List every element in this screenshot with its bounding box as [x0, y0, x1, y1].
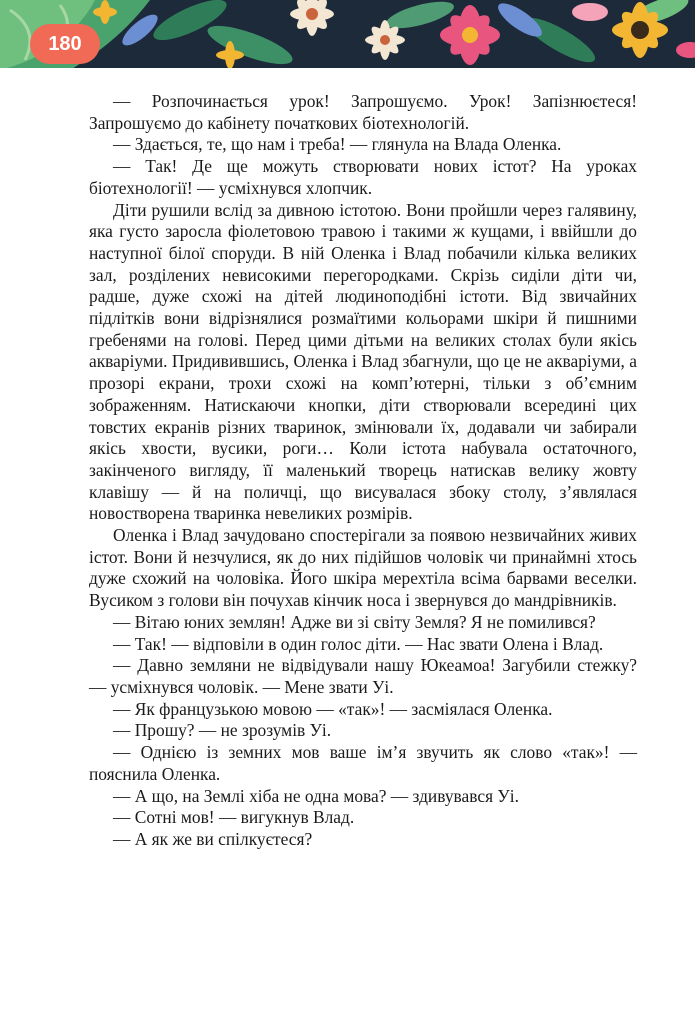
paragraph: Оленка і Влад зачудовано спостерігали за появою незвичайних живих істот. Вони й незчулися, як до них підійшов чоловік чи принаймні хтось дуже схожий на чоловіка. Його шкіра мерехтіла всіма барвами веселки. Вусиком з голови він почухав кінчик носа і звернувся до мандрівників. — [89, 525, 637, 611]
paragraph: — Здається, те, що нам і треба! — глянула на Влада Оленка. — [113, 134, 562, 155]
paragraph: — Прошу? — не зрозумів Уі. — [113, 720, 332, 741]
paragraph: — Так! Де ще можуть створювати нових істот? На уроках біотехнології! — усміхнувся хлопчик. — [89, 156, 637, 198]
flower-illustration — [0, 0, 695, 68]
paragraph: — Давно земляни не відвідували нашу Юкеамоа! Загубили стежку? — усміхнувся чоловік. — Мене звати Уі. — [89, 655, 637, 697]
story-text — [89, 91, 637, 851]
paragraph: — Вітаю юних землян! Адже ви зі світу Земля? Я не помилився? — [113, 611, 596, 632]
paragraph: — А як же ви спілкуєтеся? — [113, 828, 313, 849]
paragraph: Діти рушили вслід за дивною істотою. Вони пройшли через галявину, яка густо заросла фіолетовою травою і такими ж кущами, і ввійшли до наступної білої споруди. В ній Оленка і Влад побачили кілька великих зал, розділених невисокими перегородками. Скрізь сиділи діти чи, радше, дуже схожі на дітей людиноподібні істоти. Від звичайних підлітків вони відрізнялися розмаїтими кольорами шкіри й пишними гребенями на голові. Перед цими дітьми на великих столах були якісь акваріуми. Придивившись, Оленка і Влад збагнули, що це не акваріуми, а прозорі екрани, трохи схожі на комп’ютерні, тільки з об’ємним зображенням. Натискаючи кнопки, діти створювали всередині цих товстих екранів різних тваринок, змінювали їх, додавали чи забирали якісь хвости, вусики, роги… Коли істота набувала остаточного, закінченого вигляду, її маленький творець натискав велику жовту клавішу — й на поличці, що висувалася збоку столу, з’являлася новостворена тваринка невеликих розмірів. — [89, 199, 637, 524]
header-banner — [0, 0, 695, 68]
paragraph: — Так! — відповіли в один голос діти. — Нас звати Олена і Влад. — [113, 633, 604, 654]
paragraph: — Розпочинається урок! Запрошуємо. Урок! Запізнюєтеся! Запрошуємо до кабінету початкових біотехнологій. — [89, 91, 637, 133]
paragraph: — Однією із земних мов ваше ім’я звучить як слово «так»! — пояснила Оленка. — [89, 742, 637, 784]
paragraph: — А що, на Землі хіба не одна мова? — здивувався Уі. — [113, 785, 519, 806]
paragraph: — Сотні мов! — вигукнув Влад. — [113, 807, 355, 828]
paragraph: — Як французькою мовою — «так»! — засміялася Оленка. — [113, 698, 553, 719]
page-number-badge: 180 — [30, 24, 100, 64]
